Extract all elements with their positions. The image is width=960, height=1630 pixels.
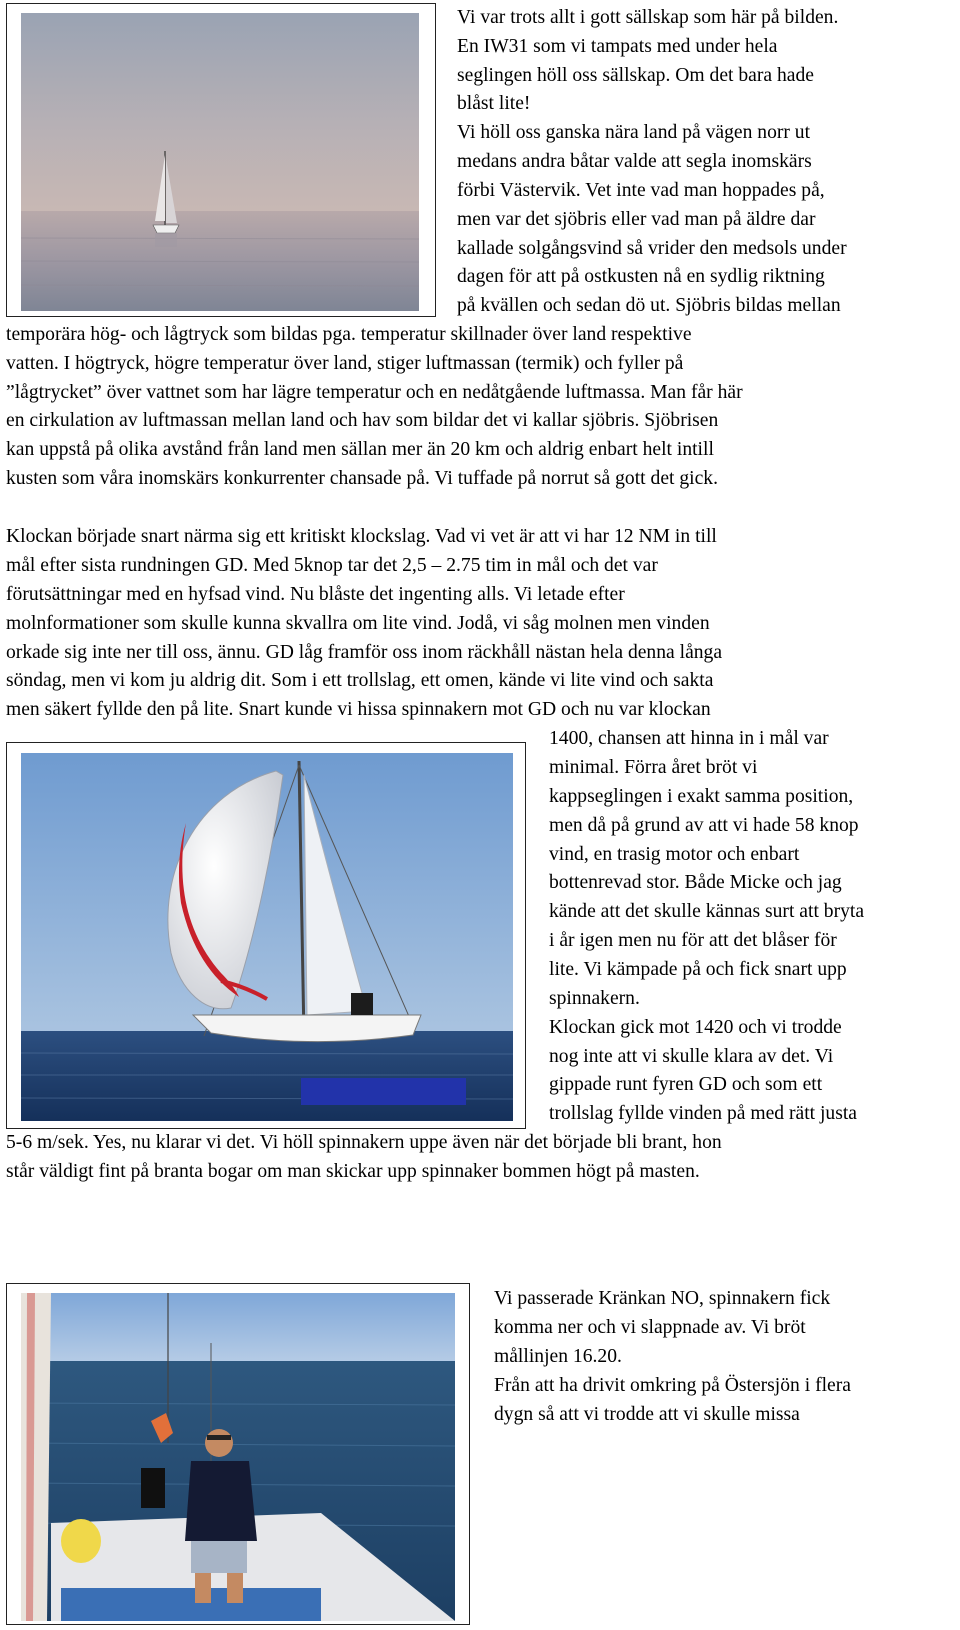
text-line: 1400, chansen att hinna in i mål var xyxy=(549,728,829,749)
text-line: orkade sig inte ner till oss, ännu. GD låg framför oss inom räckhåll nästan hela denna långa xyxy=(6,642,723,663)
text-line: står väldigt fint på branta bogar om man skickar upp spinnaker bommen högt på masten. xyxy=(6,1161,700,1182)
text-line: 5-6 m/sek. Yes, nu klarar vi det. Vi höll spinnakern uppe även när det började bli brant, hon xyxy=(6,1132,722,1153)
text-line: temporära hög- och lågtryck som bildas pga. temperatur skillnader över land respektive xyxy=(6,324,692,345)
text-line: söndag, men vi kom ju aldrig dit. Som i ett trollslag, ett omen, kände vi lite vind och sakta xyxy=(6,670,714,691)
text-line: kusten som våra inomskärs konkurrenter chansade på. Vi tuffade på norrut så gott det gick. xyxy=(6,468,718,489)
text-line: seglingen höll oss sällskap. Om det bara hade xyxy=(457,65,814,86)
text-line: förbi Västervik. Vet inte vad man hoppades på, xyxy=(457,180,825,201)
text-line: kappseglingen i exakt samma position, xyxy=(549,786,854,807)
text-line: Klockan började snart närma sig ett kritiskt klockslag. Vad vi vet är att vi har 12 NM in till xyxy=(6,526,717,547)
text-line: en cirkulation av luftmassan mellan land och hav som bildar det vi kallar sjöbris. Sjöbrisen xyxy=(6,410,719,431)
text-line: medans andra båtar valde att segla inomskärs xyxy=(457,151,812,172)
text-line: trollslag fyllde vinden på med rätt justa xyxy=(549,1103,857,1124)
text-line: Från att ha drivit omkring på Östersjön i flera xyxy=(494,1375,851,1396)
sailor-on-deck-photo xyxy=(21,1293,455,1621)
text-line: men var det sjöbris eller vad man på äldre dar xyxy=(457,209,816,230)
text-line: dagen för att på ostkusten nå en sydlig riktning xyxy=(457,266,825,287)
text-line: kallade solgångsvind så vrider den medsols under xyxy=(457,238,847,259)
text-line: i år igen men nu för att det blåser för xyxy=(549,930,837,951)
text-line: ”lågtrycket” över vattnet som har lägre temperatur och en nedåtgående luftmassa. Man får här xyxy=(6,382,743,403)
text-line: Vi passerade Kränkan NO, spinnakern fick xyxy=(494,1288,831,1309)
text-line: spinnakern. xyxy=(549,988,640,1009)
text-line: molnformationer som skulle kunna skvallra om lite vind. Jodå, vi såg molnen men vinden xyxy=(6,613,710,634)
text-line: men säkert fyllde den på lite. Snart kunde vi hissa spinnakern mot GD och nu var klockan xyxy=(6,699,711,720)
text-line: Vi var trots allt i gott sällskap som här på bilden. xyxy=(457,7,839,28)
text-line: men då på grund av att vi hade 58 knop xyxy=(549,815,859,836)
text-line: på kvällen och sedan dö ut. Sjöbris bildas mellan xyxy=(457,295,841,316)
text-line: kan uppstå på olika avstånd från land men sällan mer än 20 km och aldrig enbart helt intill xyxy=(6,439,714,460)
text-line: dygn så att vi trodde att vi skulle missa xyxy=(494,1404,800,1425)
text-line: vatten. I högtryck, högre temperatur över land, stiger luftmassan (termik) och fyller på xyxy=(6,353,684,374)
text-line: bottenrevad stor. Både Micke och jag xyxy=(549,872,842,893)
text-line: mållinjen 16.20. xyxy=(494,1346,622,1367)
spinnaker-sailboat-photo xyxy=(21,753,513,1121)
text-line: Klockan gick mot 1420 och vi trodde xyxy=(549,1017,842,1038)
text-line: vind, en trasig motor och enbart xyxy=(549,844,800,865)
text-line: nog inte att vi skulle klara av det. Vi xyxy=(549,1046,834,1067)
text-line: mål efter sista rundningen GD. Med 5knop tar det 2,5 – 2.75 tim in mål och det var xyxy=(6,555,658,576)
text-line: lite. Vi kämpade på och fick snart upp xyxy=(549,959,847,980)
text-line: minimal. Förra året bröt vi xyxy=(549,757,758,778)
text-line: gippade runt fyren GD och som ett xyxy=(549,1074,823,1095)
text-line: kände att det skulle kännas surt att bryta xyxy=(549,901,865,922)
text-line: komma ner och vi slappnade av. Vi bröt xyxy=(494,1317,806,1338)
text-line: blåst lite! xyxy=(457,93,531,114)
sailboat-at-sunset-photo xyxy=(21,13,419,311)
text-line: En IW31 som vi tampats med under hela xyxy=(457,36,778,57)
text-line: Vi höll oss ganska nära land på vägen norr ut xyxy=(457,122,811,143)
text-line: förutsättningar med en hyfsad vind. Nu blåste det ingenting alls. Vi letade efter xyxy=(6,584,625,605)
